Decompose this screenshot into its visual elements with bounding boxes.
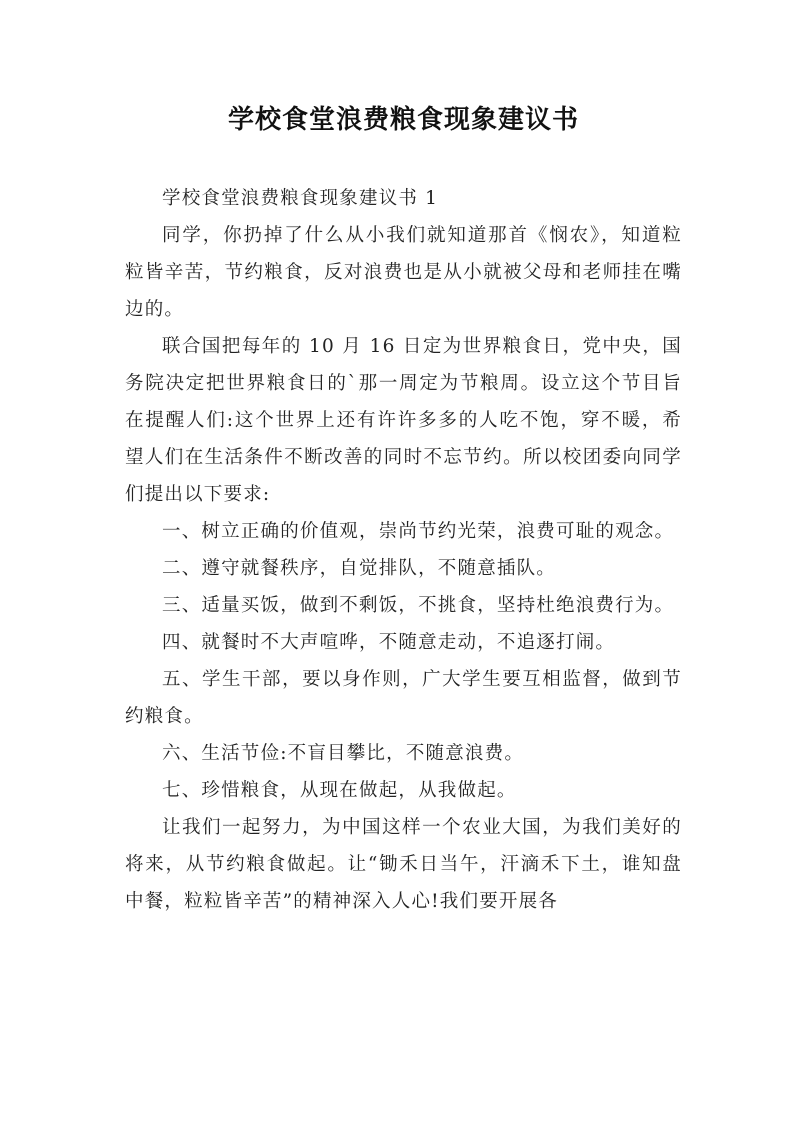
paragraph-item-6: 六、生活节俭:不盲目攀比，不随意浪费。 (162, 743, 525, 764)
paragraph-item-1: 一、树立正确的价值观，崇尚节约光荣，浪费可耻的观念。 (162, 521, 675, 542)
paragraph-item-4: 四、就餐时不大声喧哗，不随意走动，不追逐打闹。 (162, 632, 616, 653)
paragraph-heading: 学校食堂浪费粮食现象建议书 1 (162, 188, 439, 209)
paragraph-intro: 同学，你扔掉了什么从小我们就知道那首《悯农》，知道粒粒皆辛苦，节约粮食，反对浪费也是从小就被父母和老师挂在嘴边的。 (125, 225, 682, 320)
document-title: 学校食堂浪费粮食现象建议书 (227, 105, 579, 135)
document-body (125, 180, 682, 920)
paragraph-closing: 让我们一起努力，为中国这样一个农业大国，为我们美好的将来，从节约粮食做起。让“锄禾日当午，汗滴禾下土，谁知盘中餐，粒粒皆辛苦”的精神深入人心!我们要开展各 (125, 817, 682, 912)
paragraph-item-5: 五、学生干部，要以身作则，广大学生要互相监督，做到节约粮食。 (125, 669, 682, 727)
paragraph-item-7: 七、珍惜粮食，从现在做起，从我做起。 (162, 780, 517, 801)
paragraph-item-2: 二、遵守就餐秩序，自觉排队，不随意插队。 (162, 558, 557, 579)
paragraph-item-3: 三、适量买饭，做到不剩饭，不挑食，坚持杜绝浪费行为。 (162, 595, 675, 616)
paragraph-grain-day: 联合国把每年的 10 月 16 日定为世界粮食日，党中央，国务院决定把世界粮食日的`那一周定为节粮周。设立这个节目旨在提醒人们:这个世界上还有许许多多的人吃不饱，穿不暖，希望人们在生活条件不断改善的同时不忘节约。所以校团委向同学们提出以下要求: (125, 336, 682, 505)
